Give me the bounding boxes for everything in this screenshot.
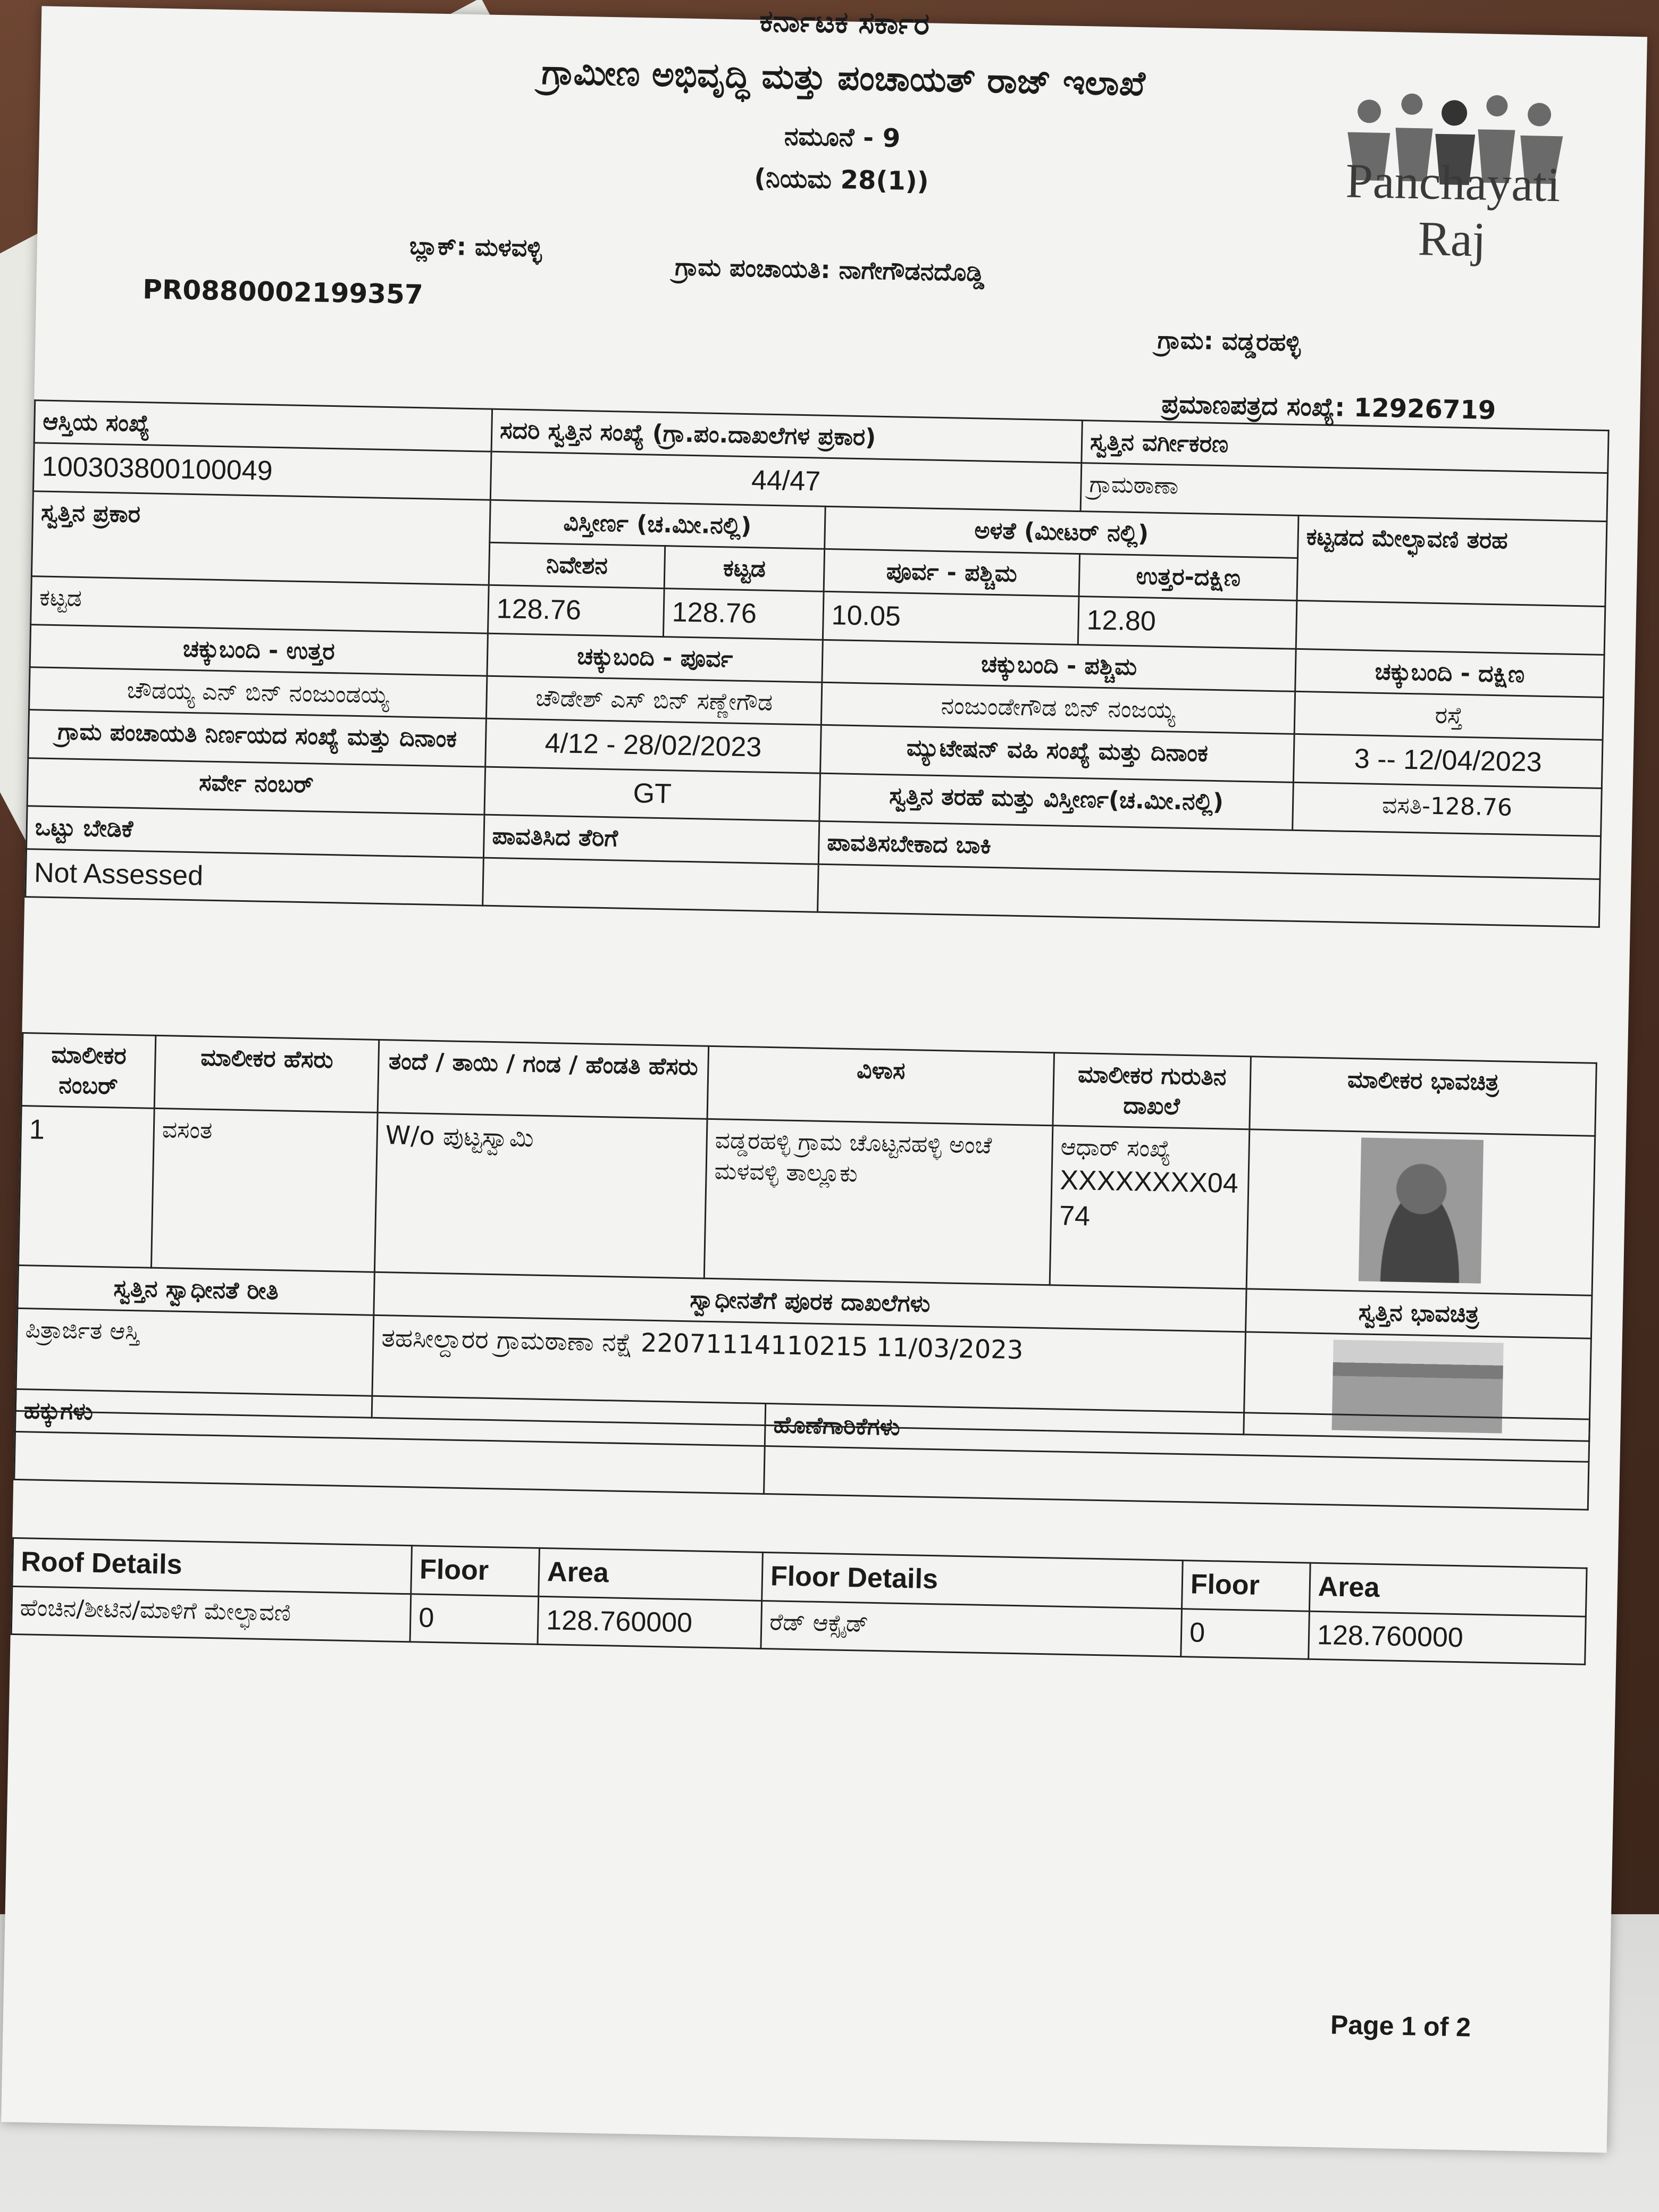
rule-number: (ನಿಯಮ 28(1)): [753, 163, 929, 197]
classification-label: ಸ್ವತ್ತಿನ ವರ್ಗೀಕರಣ: [1082, 421, 1608, 473]
roof-floor-table: [11, 1537, 1588, 1665]
government-name: ಕರ್ನಾಟಕ ಸರ್ಕಾರ: [759, 4, 930, 42]
owners-table: [15, 1032, 1597, 1442]
north-boundary-value: ಚೌಡಯ್ಯ ಎನ್ ಬಿನ್ ನಂಜುಂಡಯ್ಯ: [29, 667, 487, 719]
roof-floor-label: Floor: [411, 1546, 540, 1596]
address-header: ವಿಳಾಸ: [707, 1046, 1054, 1126]
building-label: ಕಟ್ಟಡ: [664, 546, 824, 592]
ownership-docs-label: ಸ್ವಾಧೀನತೆಗೆ ಪೂರಕ ದಾಖಲೆಗಳು: [374, 1272, 1246, 1332]
owner-id-doc: [1050, 1126, 1250, 1289]
resolution-value: 4/12 - 28/02/2023: [485, 718, 822, 773]
survey-value: GT: [484, 767, 820, 822]
form-number: ನಮೂನೆ - 9: [784, 121, 901, 154]
floor-type-detail: ರೆಡ್ ಆಕ್ಸೈಡ್: [761, 1601, 1182, 1657]
south-boundary-label: ಚಕ್ಕುಬಂದಿ - ದಕ್ಷಿಣ: [1295, 649, 1604, 697]
property-code: PR0880002199357: [142, 274, 424, 311]
owner-address: ವಡ್ಡರಹಳ್ಳಿ ಗ್ರಾಮ ಚೊಟ್ಟನಹಳ್ಳಿ ಅಂಚೆ ಮಳವಳ್ಳಿ ತಾಲ್ಲೂಕು: [704, 1119, 1053, 1285]
roof-type-label: ಕಟ್ಟಡದ ಮೇಲ್ಛಾವಣಿ ತರಹ: [1297, 515, 1607, 606]
east-boundary-label: ಚಕ್ಕುಬಂದಿ - ಪೂರ್ವ: [487, 633, 823, 682]
table-row: [19, 1106, 1595, 1296]
gp-number-label: ಸದರಿ ಸ್ವತ್ತಿನ ಸಂಖ್ಯೆ (ಗ್ರಾ.ಪಂ.ದಾಖಲೆಗಳ ಪ್ರಕಾರ): [491, 409, 1082, 463]
demand-label: ಒಟ್ಟು ಬೇಡಿಕೆ: [27, 806, 484, 858]
property-photo-label: ಸ್ವತ್ತಿನ ಭಾವಚಿತ್ರ: [1246, 1289, 1592, 1338]
classification-value: ಗ್ರಾಮಠಾಣಾ: [1080, 463, 1608, 522]
demand-value: Not Assessed: [26, 849, 484, 906]
nature-label: ಸ್ವತ್ತಿನ ತರಹೆ ಮತ್ತು ವಿಸ್ತೀರ್ಣ(ಚ.ಮೀ.ನಲ್ಲಿ): [819, 773, 1294, 831]
mutation-value: 3 -- 12/04/2023: [1293, 734, 1603, 788]
north-boundary-label: ಚಕ್ಕುಬಂದಿ - ಉತ್ತರ: [30, 624, 488, 676]
property-id-value: 100303800100049: [33, 443, 491, 500]
east-boundary-value: ಚೌಡೇಶ್ ಎಸ್ ಬಿನ್ ಸಣ್ಣೇಗೌಡ: [486, 676, 822, 725]
owner-name-header: ಮಾಲೀಕರ ಹೆಸರು: [154, 1035, 379, 1112]
id-doc-number: XXXXXXXX0474: [1059, 1164, 1239, 1232]
balance-label: ಪಾವತಿಸಬೇಕಾದ ಬಾಕಿ: [818, 822, 1601, 879]
paid-value: [483, 858, 819, 912]
owner-photo-header: ಮಾಲೀಕರ ಭಾವಚಿತ್ರ: [1250, 1057, 1597, 1136]
department-name: ಗ್ರಾಮೀಣ ಅಭಿವೃದ್ಧಿ ಮತ್ತು ಪಂಚಾಯತ್ ರಾಜ್ ಇಲಾಖೆ: [541, 53, 1146, 104]
west-boundary-value: ನಂಜುಂಡೇಗೌಡ ಬಿನ್ ನಂಜಯ್ಯ: [821, 682, 1295, 734]
survey-label: ಸರ್ವೇ ನಂಬರ್: [27, 758, 485, 815]
roof-details-title: Roof Details: [12, 1538, 412, 1594]
owner-name: ವಸಂತ: [151, 1109, 378, 1272]
owner-no-header: ಮಾಲೀಕರ ನಂಬರ್: [21, 1033, 156, 1109]
property-id-label: ಆಸ್ತಿಯ ಸಂಖ್ಯೆ: [34, 400, 492, 452]
property-type-label: ಸ್ವತ್ತಿನ ಪ್ರಕಾರ: [31, 491, 490, 585]
ownership-mode-value: ಪಿತ್ರಾರ್ಜಿತ ಆಸ್ತಿ: [15, 1308, 374, 1418]
roof-area-label: Area: [539, 1548, 763, 1601]
floor-floor-value: 0: [1181, 1608, 1310, 1659]
roof-floor-value: 0: [410, 1594, 539, 1644]
property-type-value: ಕಟ್ಟಡ: [31, 576, 489, 633]
paid-label: ಪಾವತಿಸಿದ ತೆರಿಗೆ: [483, 815, 819, 864]
site-area-value: 128.76: [488, 585, 664, 636]
mutation-label: ಮ್ಯುಟೇಷನ್ ವಹಿ ಸಂಖ್ಯೆ ಮತ್ತು ದಿನಾಂಕ: [820, 725, 1295, 782]
logo-text: Panchayati Raj: [1345, 153, 1561, 267]
floor-details-title: Floor Details: [762, 1552, 1183, 1608]
rights-label: ಹಕ್ಕುಗಳು: [15, 1389, 765, 1446]
relation-header: ತಂದೆ / ತಾಯಿ / ಗಂಡ / ಹೆಂಡತಿ ಹೆಸರು: [378, 1040, 709, 1119]
gram-panchayat-name: ಗ್ರಾಮ ಪಂಚಾಯತಿ: ನಾಗೇಗೌಡನದೊಡ್ಡಿ: [674, 252, 985, 287]
id-doc-header: ಮಾಲೀಕರ ಗುರುತಿನ ದಾಖಲೆ: [1053, 1053, 1251, 1129]
owner-photo: [1358, 1138, 1483, 1284]
ownership-mode-label: ಸ್ವತ್ತಿನ ಸ್ವಾಧೀನತೆ ರೀತಿ: [18, 1266, 374, 1315]
ownership-docs-value: ತಹಸೀಲ್ದಾರರ ಗ್ರಾಮಠಾಣಾ ನಕ್ಷೆ 22071114110215 11/03/2023: [372, 1315, 1245, 1434]
floor-area-value: 128.760000: [1309, 1611, 1586, 1665]
floor-area-label: Area: [1309, 1563, 1587, 1616]
area-label: ವಿಸ್ತೀರ್ಣ (ಚ.ಮೀ.ನಲ್ಲಿ): [490, 500, 825, 549]
roof-type-value: [1296, 601, 1605, 655]
property-details-table: [24, 399, 1609, 928]
north-south-value: 12.80: [1078, 597, 1297, 649]
panchayati-raj-logo: [1324, 89, 1582, 270]
south-boundary-value: ರಸ್ತೆ: [1294, 691, 1603, 740]
east-west-label: ಪೂರ್ವ - ಪಶ್ಚಿಮ: [824, 549, 1079, 596]
building-area-value: 128.76: [663, 589, 824, 640]
owner-no: 1: [19, 1106, 155, 1268]
resolution-label: ಗ್ರಾಮ ಪಂಚಾಯತಿ ನಿರ್ಣಯದ ಸಂಖ್ಯೆ ಮತ್ತು ದಿನಾಂಕ: [28, 710, 487, 767]
nature-value: ವಸತಿ-128.76: [1293, 782, 1602, 836]
dimension-label: ಅಳತೆ (ಮೀಟರ್ ನಲ್ಲಿ): [825, 506, 1298, 558]
west-boundary-label: ಚಕ್ಕುಬಂದಿ - ಪಶ್ಚಿಮ: [822, 640, 1296, 691]
roof-area-value: 128.760000: [538, 1596, 762, 1649]
floor-floor-label: Floor: [1182, 1561, 1311, 1611]
id-doc-type: ಆಧಾರ್ ಸಂಖ್ಯೆ: [1060, 1133, 1171, 1163]
village-name: ಗ್ರಾಮ: ವಡ್ಡರಹಳ್ಳಿ: [1157, 325, 1301, 357]
block-name: ಬ್ಲಾಕ್: ಮಳವಳ್ಳಿ: [409, 231, 542, 263]
form-9-document: [1, 6, 1647, 2152]
east-west-value: 10.05: [823, 591, 1079, 644]
liabilities-label: ಹೊಣೆಗಾರಿಕೆಗಳು: [765, 1403, 1589, 1462]
owner-relation: W/o ಪುಟ್ಟಸ್ವಾಮಿ: [374, 1113, 707, 1279]
site-label: ನಿವೇಶನ: [489, 542, 665, 589]
owner-photo-cell: [1246, 1129, 1595, 1295]
roof-type-detail: ಹೆಂಚಿನ/ಶೀಟಿನ/ಮಾಳಿಗೆ ಮೇಲ್ಛಾವಣಿ: [11, 1586, 411, 1642]
gp-number-value: 44/47: [490, 451, 1082, 511]
north-south-label: ಉತ್ತರ-ದಕ್ಷಿಣ: [1079, 554, 1297, 601]
certificate-number: ಪ್ರಮಾಣಪತ್ರದ ಸಂಖ್ಯೆ: 12926719: [1161, 389, 1496, 426]
page-number: Page 1 of 2: [1330, 2009, 1471, 2042]
